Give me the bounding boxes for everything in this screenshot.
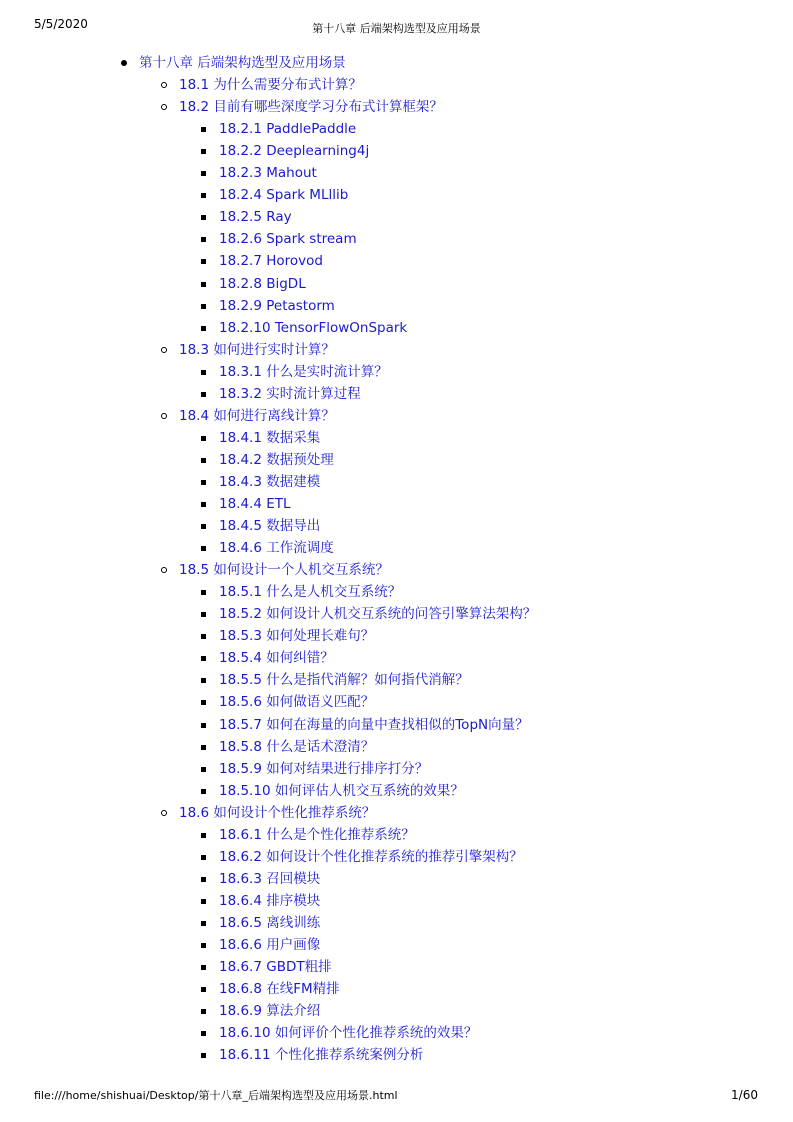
bullet-square-icon <box>201 282 206 287</box>
bullet-square-icon <box>201 855 206 860</box>
bullet-square-icon <box>201 921 206 926</box>
toc-subsection-link[interactable] <box>0 912 793 934</box>
toc-link-text[interactable]: 18.6.4 排序模块 <box>219 892 321 909</box>
toc-link-text[interactable]: 18.2.5 Ray <box>219 209 292 226</box>
bullet-square-icon <box>201 171 206 176</box>
print-footer-path: file:///home/shishuai/Desktop/第十八章_后端架构选型及应用场景.html <box>34 1089 398 1102</box>
toc-link-text[interactable]: 18.5.4 如何纠错？ <box>219 650 334 667</box>
toc-link-text[interactable]: 18.2.8 BigDL <box>219 275 306 292</box>
toc-link-text[interactable]: 18.5.6 如何做语义匹配？ <box>219 694 375 711</box>
toc-link-text[interactable]: 18.6.2 如何设计个性化推荐系统的推荐引擎架构？ <box>219 848 523 865</box>
bullet-square-icon <box>201 1053 206 1058</box>
bullet-square-icon <box>201 678 206 683</box>
toc-link-text[interactable]: 18.4.4 ETL <box>219 496 291 512</box>
bullet-square-icon <box>201 965 206 970</box>
toc-link-text[interactable]: 18.5.5 什么是指代消解？如何指代消解？ <box>219 672 469 689</box>
toc-subsection-link[interactable] <box>0 868 793 890</box>
toc-link-text[interactable]: 18.4.5 数据导出 <box>219 518 321 535</box>
bullet-circle-icon <box>161 347 167 353</box>
toc-subsection-link[interactable] <box>0 449 793 471</box>
bullet-square-icon <box>201 237 206 242</box>
toc-link-text[interactable]: 18.2.1 PaddlePaddle <box>219 121 357 138</box>
toc-link-text[interactable]: 18.5 如何设计一个人机交互系统？ <box>179 562 389 579</box>
toc-subsection-link[interactable] <box>0 890 793 912</box>
bullet-square-icon <box>201 436 206 441</box>
bullet-square-icon <box>201 833 206 838</box>
bullet-square-icon <box>201 745 206 750</box>
toc-link-text[interactable]: 18.6.5 离线训练 <box>219 914 321 931</box>
bullet-square-icon <box>201 326 206 331</box>
bullet-circle-icon <box>161 82 167 88</box>
bullet-square-icon <box>201 259 206 264</box>
toc-link-text[interactable]: 第十八章 后端架构选型及应用场景 <box>139 55 346 71</box>
toc-link-text[interactable]: 18.5.8 什么是话术澄清？ <box>219 738 375 755</box>
toc-link-text[interactable]: 18.2.2 Deeplearning4j <box>219 143 370 160</box>
bullet-square-icon <box>201 127 206 132</box>
toc-subsection-link[interactable] <box>0 758 793 780</box>
toc-link-text[interactable]: 18.3.1 什么是实时流计算？ <box>219 363 388 380</box>
toc-section-link[interactable] <box>0 339 793 361</box>
bullet-circle-icon <box>161 104 167 110</box>
toc-link-text[interactable]: 18.4 如何进行离线计算？ <box>179 407 335 424</box>
bullet-square-icon <box>201 590 206 595</box>
bullet-square-icon <box>201 480 206 485</box>
bullet-circle-icon <box>161 810 167 816</box>
toc-link-text[interactable]: 18.6 如何设计个性化推荐系统？ <box>179 804 376 821</box>
bullet-square-icon <box>201 700 206 705</box>
toc-link-text[interactable]: 18.6.1 什么是个性化推荐系统？ <box>219 826 415 843</box>
toc-subsection-link[interactable] <box>0 273 793 295</box>
toc-link-text[interactable]: 18.6.3 召回模块 <box>219 870 321 887</box>
toc-subsection-link[interactable] <box>0 691 793 713</box>
toc-link-text[interactable]: 18.5.2 如何设计人机交互系统的问答引擎算法架构？ <box>219 606 537 623</box>
toc-subsection-link[interactable] <box>0 1000 793 1022</box>
toc-link-text[interactable]: 18.5.10 如何评估人机交互系统的效果？ <box>219 782 464 799</box>
toc-subsection-link[interactable] <box>0 846 793 868</box>
toc-subsection-link[interactable] <box>0 383 793 405</box>
toc-link-text[interactable]: 18.2.10 TensorFlowOnSpark <box>219 319 408 336</box>
bullet-square-icon <box>201 634 206 639</box>
toc-subsection-link[interactable] <box>0 647 793 669</box>
toc-subsection-link[interactable] <box>0 978 793 1000</box>
toc-link-text[interactable]: 18.5.3 如何处理长难句？ <box>219 628 375 645</box>
bullet-square-icon <box>201 193 206 198</box>
toc-subsection-link[interactable] <box>0 184 793 206</box>
toc-section-link[interactable] <box>0 559 793 581</box>
toc-subsection-link[interactable] <box>0 934 793 956</box>
toc-subsection-link[interactable] <box>0 1044 793 1066</box>
toc-subsection-link[interactable] <box>0 118 793 140</box>
toc-subsection-link[interactable] <box>0 361 793 383</box>
toc-subsection-link[interactable] <box>0 427 793 449</box>
toc-subsection-link[interactable] <box>0 493 793 515</box>
bullet-square-icon <box>201 524 206 529</box>
toc-subsection-link[interactable] <box>0 1022 793 1044</box>
toc-link-text[interactable]: 18.5.9 如何对结果进行排序打分？ <box>219 760 429 777</box>
toc-link-text[interactable]: 18.6.9 算法介绍 <box>219 1003 321 1020</box>
bullet-square-icon <box>201 877 206 882</box>
toc-link-text[interactable]: 18.2.3 Mahout <box>219 165 317 182</box>
bullet-square-icon <box>201 612 206 617</box>
toc-subsection-link[interactable] <box>0 228 793 250</box>
bullet-square-icon <box>201 392 206 397</box>
print-date: 5/5/2020 <box>34 17 88 31</box>
bullet-square-icon <box>201 656 206 661</box>
toc-subsection-link[interactable] <box>0 956 793 978</box>
toc-section-link[interactable] <box>0 74 793 96</box>
toc-link-text[interactable]: 18.2.4 Spark MLllib <box>219 187 349 204</box>
bullet-square-icon <box>201 370 206 375</box>
toc-subsection-link[interactable] <box>0 295 793 317</box>
toc-link-text[interactable]: 18.4.2 数据预处理 <box>219 451 334 468</box>
toc-link-text[interactable]: 18.5.7 如何在海量的向量中查找相似的TopN向量？ <box>219 716 529 733</box>
toc-subsection-link[interactable] <box>0 714 793 736</box>
bullet-square-icon <box>201 1031 206 1036</box>
toc-link-text[interactable]: 18.3.2 实时流计算过程 <box>219 385 361 402</box>
print-header-title: 第十八章 后端架构选型及应用场景 <box>312 22 481 35</box>
toc-chapter-link[interactable] <box>0 52 793 74</box>
toc-subsection-link[interactable] <box>0 317 793 339</box>
toc-link-text[interactable]: 18.2 目前有哪些深度学习分布式计算框架？ <box>179 99 443 116</box>
toc-subsection-link[interactable] <box>0 581 793 603</box>
toc-subsection-link[interactable] <box>0 625 793 647</box>
bullet-square-icon <box>201 215 206 220</box>
toc-subsection-link[interactable] <box>0 603 793 625</box>
toc-section-link[interactable] <box>0 96 793 118</box>
bullet-square-icon <box>201 458 206 463</box>
toc-subsection-link[interactable] <box>0 736 793 758</box>
toc-link-text[interactable]: 18.6.7 GBDT粗排 <box>219 959 332 976</box>
print-page-number: 1/60 <box>731 1088 758 1102</box>
toc-subsection-link[interactable] <box>0 471 793 493</box>
bullet-square-icon <box>201 943 206 948</box>
toc-section-link[interactable] <box>0 802 793 824</box>
toc-subsection-link[interactable] <box>0 780 793 802</box>
toc-subsection-link[interactable] <box>0 250 793 272</box>
toc-link-text[interactable]: 18.6.8 在线FM精排 <box>219 981 340 998</box>
toc-link-text[interactable]: 18.1 为什么需要分布式计算？ <box>179 77 362 94</box>
toc-link-text[interactable]: 18.2.7 Horovod <box>219 253 323 270</box>
toc-subsection-link[interactable] <box>0 669 793 691</box>
bullet-square-icon <box>201 723 206 728</box>
bullet-square-icon <box>201 304 206 309</box>
toc-link-text[interactable]: 18.5.1 什么是人机交互系统？ <box>219 584 402 601</box>
bullet-disc-icon <box>121 60 127 66</box>
bullet-square-icon <box>201 987 206 992</box>
toc-link-text[interactable]: 18.6.10 如何评价个性化推荐系统的效果？ <box>219 1025 478 1042</box>
bullet-square-icon <box>201 149 206 154</box>
toc-subsection-link[interactable] <box>0 140 793 162</box>
bullet-square-icon <box>201 502 206 507</box>
bullet-square-icon <box>201 546 206 551</box>
bullet-circle-icon <box>161 567 167 573</box>
toc-subsection-link[interactable] <box>0 515 793 537</box>
toc-link-text[interactable]: 18.4.3 数据建模 <box>219 473 321 490</box>
toc-subsection-link[interactable] <box>0 537 793 559</box>
bullet-square-icon <box>201 767 206 772</box>
bullet-square-icon <box>201 1009 206 1014</box>
toc-subsection-link[interactable] <box>0 824 793 846</box>
toc-subsection-link[interactable] <box>0 206 793 228</box>
toc-link-text[interactable]: 18.6.6 用户画像 <box>219 937 321 953</box>
toc-section-link[interactable] <box>0 405 793 427</box>
toc-link-text[interactable]: 18.2.6 Spark stream <box>219 231 357 248</box>
toc-link-text[interactable]: 18.2.9 Petastorm <box>219 297 335 314</box>
bullet-square-icon <box>201 899 206 904</box>
toc-subsection-link[interactable] <box>0 162 793 184</box>
toc-link-text[interactable]: 18.6.11 个性化推荐系统案例分析 <box>219 1047 424 1064</box>
toc-link-text[interactable]: 18.3 如何进行实时计算？ <box>179 341 335 358</box>
bullet-circle-icon <box>161 413 167 419</box>
toc-link-text[interactable]: 18.4.6 工作流调度 <box>219 540 334 557</box>
toc-link-text[interactable]: 18.4.1 数据采集 <box>219 429 321 446</box>
bullet-square-icon <box>201 789 206 794</box>
